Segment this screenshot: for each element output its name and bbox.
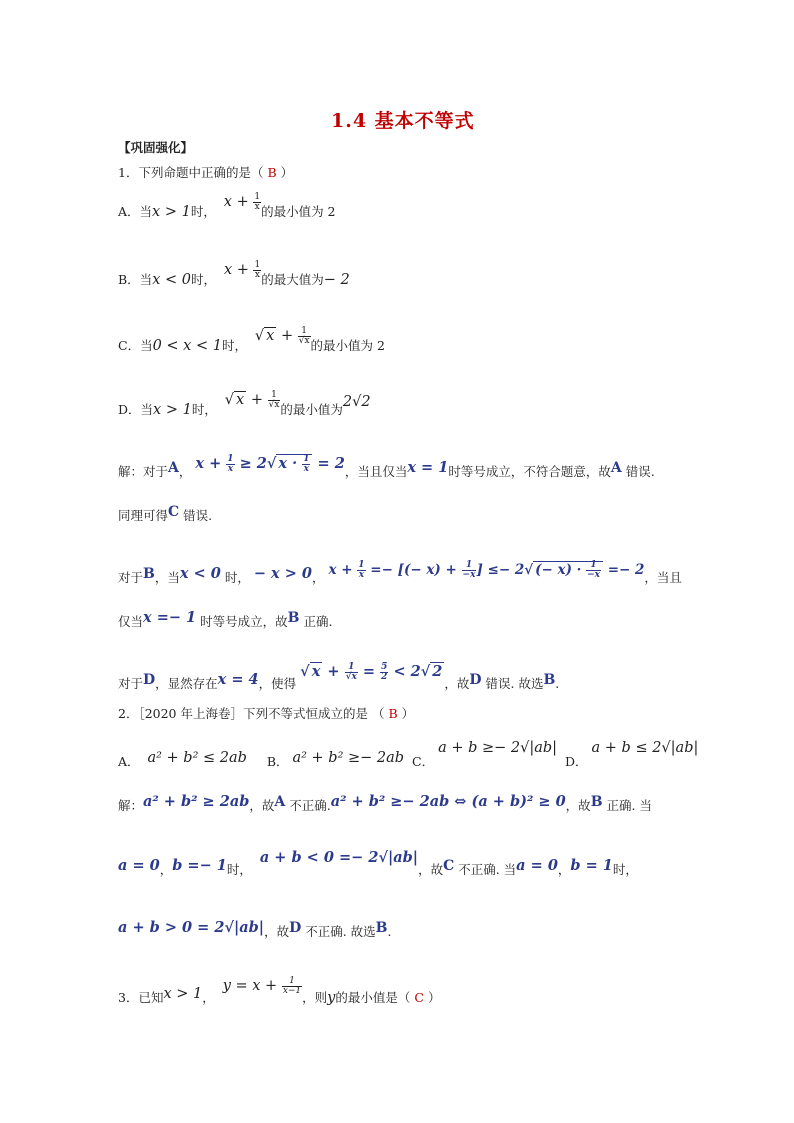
option-a: A．当x > 1时， x + $\frac{1}{x}$ 的最小值为 2 [118,192,336,220]
q2-solution-line-1: 解：a² + b² ≥ 2ab，故A 不正确.a² + b² ≥− 2ab ⇔ (a + b)² ≥ 0，故B 正确. 当 [118,793,652,813]
solution-line-5: 对于D，显然存在x = 4，使得 √ x + $\frac{1}{√x}$ = $\frac{5}{2}$ < 2√ 2，故D 错误. 故选B. [118,661,560,691]
question-2-stem: 2．［2020 年上海卷］下列不等式恒成立的是 （ B ） [118,706,415,721]
option-b: B．当x < 0时， x + $\frac{1}{x}$ 的最大值为− 2 [118,260,350,288]
q2-solution-line-2: a = 0，b =− 1时， a + b < 0 =− 2√|ab|，故C 不正确. 当a = 0，b = 1时， [118,849,638,877]
solution-line-1: 解：对于A， x + $\frac{1}{x}$ ≥ 2√ x · $\frac{1}{x}$ = 2，当且仅当x = 1时等号成立，不符合题意，故A 错误. [118,453,655,479]
page-title: 1.4 基本不等式 [331,110,475,132]
question-1-answer: B [267,165,277,180]
option-d: D．当x > 1时， √ x + $\frac{1}{√x}$ 的最小值为2√2 [118,390,371,418]
question-1-stem: 1．下列命题中正确的是（ B ） [118,165,294,180]
solution-line-2: 同理可得C 错误. [118,504,213,523]
question-3-answer: C [414,990,424,1005]
q2-solution-line-3: a + b > 0 = 2√|ab|，故D 不正确. 故选B. [118,919,392,939]
question-2-options: A． a² + b² ≤ 2ab B． a² + b² ≥− 2ab C． a + b ≥− 2√|ab| D． a + b ≤ 2√|ab| [118,740,699,769]
option-c: C．当0 < x < 1时， √ x + $\frac{1}{√x}$ 的最小值为 2 [118,326,385,354]
solution-line-3: 对于B，当x < 0 时， − x > 0， x + $\frac{1}{x}$ =− [(− x) + $\frac{1}{-x}$ ] ≤− 2√ (− x) · $\frac{1}{-x}$ =− 2，当且 [118,560,682,585]
section-heading: 【巩固强化】 [118,140,194,155]
question-3-stem: 3．已知x > 1， y = x + $\frac{1}{x-1}$ ，则y的最小值是（ C ） [118,975,441,1006]
question-2-answer: B [388,706,398,721]
solution-line-4: 仅当x =− 1 时等号成立，故B 正确. [118,609,333,629]
